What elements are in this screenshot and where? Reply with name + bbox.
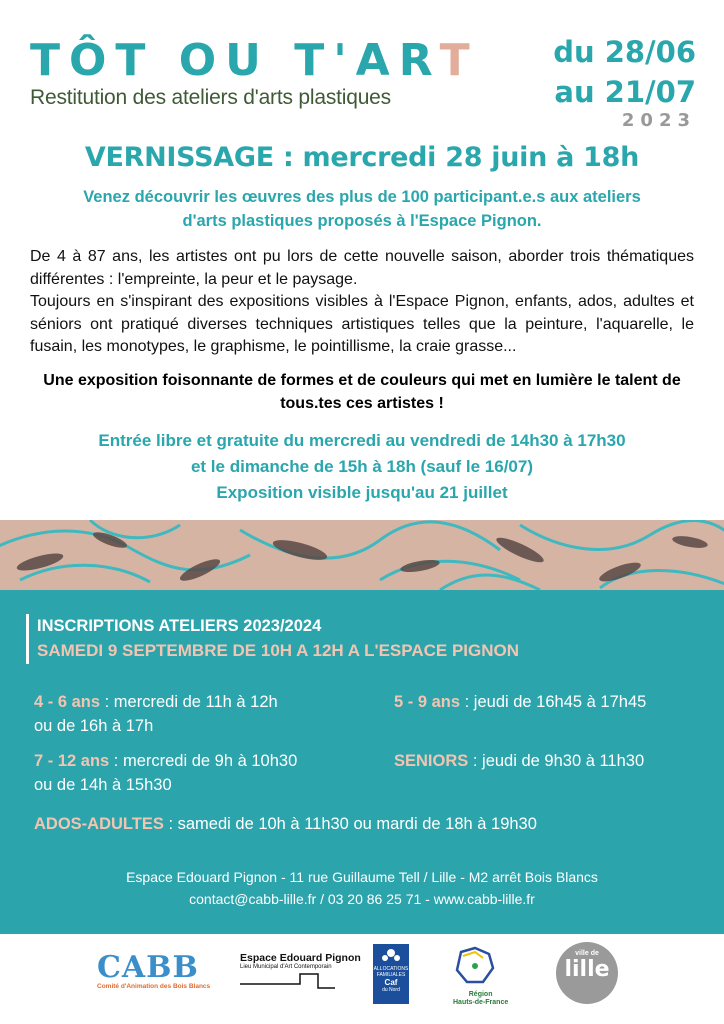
inscriptions-title: INSCRIPTIONS ATELIERS 2023/2024 [37,617,322,635]
inscriptions-block [26,614,519,664]
schedule-7-12 [34,749,297,797]
caf-text-3: Caf [384,978,398,987]
date-end: au 21/07 [554,75,696,109]
caf-text-4: du Nord [382,987,400,993]
schedule-text: ou de 16h à 17h [34,717,154,735]
schedule-text: : mercredi de 11h à 12h [100,693,278,711]
event-title-main: TÔT OU T'AR [30,35,440,86]
event-title [30,36,479,86]
event-dates [553,32,696,132]
espace-pignon-mark [240,970,335,990]
entry-info [0,428,724,506]
entry-line-1: Entrée libre et gratuite du mercredi au vendredi de 14h30 à 17h30 [98,431,626,450]
region-text-1: Région [468,991,493,998]
schedule-text: : mercredi de 9h à 10h30 [109,752,298,770]
schedule-ados-adultes [34,812,537,836]
age-label: SENIORS [394,752,469,770]
espace-pignon-logo [240,952,361,995]
age-label: ADOS-ADULTES [34,815,164,833]
body-paragraph-1: De 4 à 87 ans, les artistes ont pu lors de cette nouvelle saison, aborder trois thématiques différentes : l'empreinte, la peur et le paysage. [30,248,694,288]
intro-text: Venez découvrir les œuvres des plus de 100 participant.e.s aux ateliers d'arts plastiques proposés à l'Espace Pignon. [83,188,641,230]
lille-small-text: ville de [575,950,599,957]
entry-line-3: Exposition visible jusqu'au 21 juillet [216,483,508,502]
espace-pignon-subtitle: Lieu Municipal d'Art Contemporain [240,964,332,970]
cabb-logo-subtitle: Comité d'Animation des Bois Blancs [97,983,211,990]
lille-text: lille [564,957,610,982]
cabb-logo [97,950,210,990]
caf-logo [373,944,409,1004]
age-label: 5 - 9 ans [394,693,461,711]
contact-details: contact@cabb-lille.fr / 03 20 86 25 71 - www.cabb-lille.fr [189,891,535,907]
schedule-seniors [394,749,644,773]
body-text [30,246,694,359]
title-block [30,36,479,110]
partner-logos [0,934,724,1024]
highlight-text: Une exposition foisonnante de formes et de couleurs qui met en lumière le talent de tous.tes ces artistes ! [43,372,681,412]
region-text-2: Hauts-de-France [453,999,509,1006]
entry-line-2: et le dimanche de 15h à 18h (sauf le 16/07) [190,457,534,476]
event-subtitle: Restitution des ateliers d'arts plastiques [30,86,391,109]
date-start: du 28/06 [553,35,696,69]
espace-pignon-title: Espace Edouard Pignon [240,952,361,964]
event-title-end: T [439,35,479,86]
address: Espace Edouard Pignon - 11 rue Guillaume Tell / Lille - M2 arrêt Bois Blancs [126,869,598,885]
schedule-text: ou de 14h à 15h30 [34,776,172,794]
cabb-logo-text: CABB [97,950,199,985]
caf-family-icon [381,948,401,964]
artwork-image [0,520,724,590]
schedule-4-6 [34,690,278,738]
vernissage-heading: VERNISSAGE : mercredi 28 juin à 18h [84,142,640,173]
inscriptions-date: SAMEDI 9 SEPTEMBRE DE 10H A 12H A L'ESPACE PIGNON [37,641,520,660]
body-paragraph-2: Toujours en s'inspirant des expositions visibles à l'Espace Pignon, enfants, ados, adultes et séniors ont pratiqué diverses techniques artistiques telles que la peinture, l'aquarelle, le fusain, les monotypes, le graphisme, le pointillisme, la craie grasse... [30,293,694,355]
schedule-text: : samedi de 10h à 11h30 ou mardi de 18h à 19h30 [163,815,537,833]
year: 2023 [621,110,696,131]
contact-info [0,866,724,910]
caf-text-2: FAMILIALES [376,972,406,978]
caf-text-1: ALLOCATIONS [373,966,409,972]
schedule-5-9 [394,690,646,714]
schedule-text: : jeudi de 9h30 à 11h30 [468,752,645,770]
region-logo [453,946,508,1007]
region-map-icon [453,946,497,986]
age-label: 7 - 12 ans [34,752,110,770]
schedule-text: : jeudi de 16h45 à 17h45 [460,693,647,711]
artwork-band [0,520,724,590]
lille-logo [556,942,618,1004]
age-label: 4 - 6 ans [34,693,101,711]
